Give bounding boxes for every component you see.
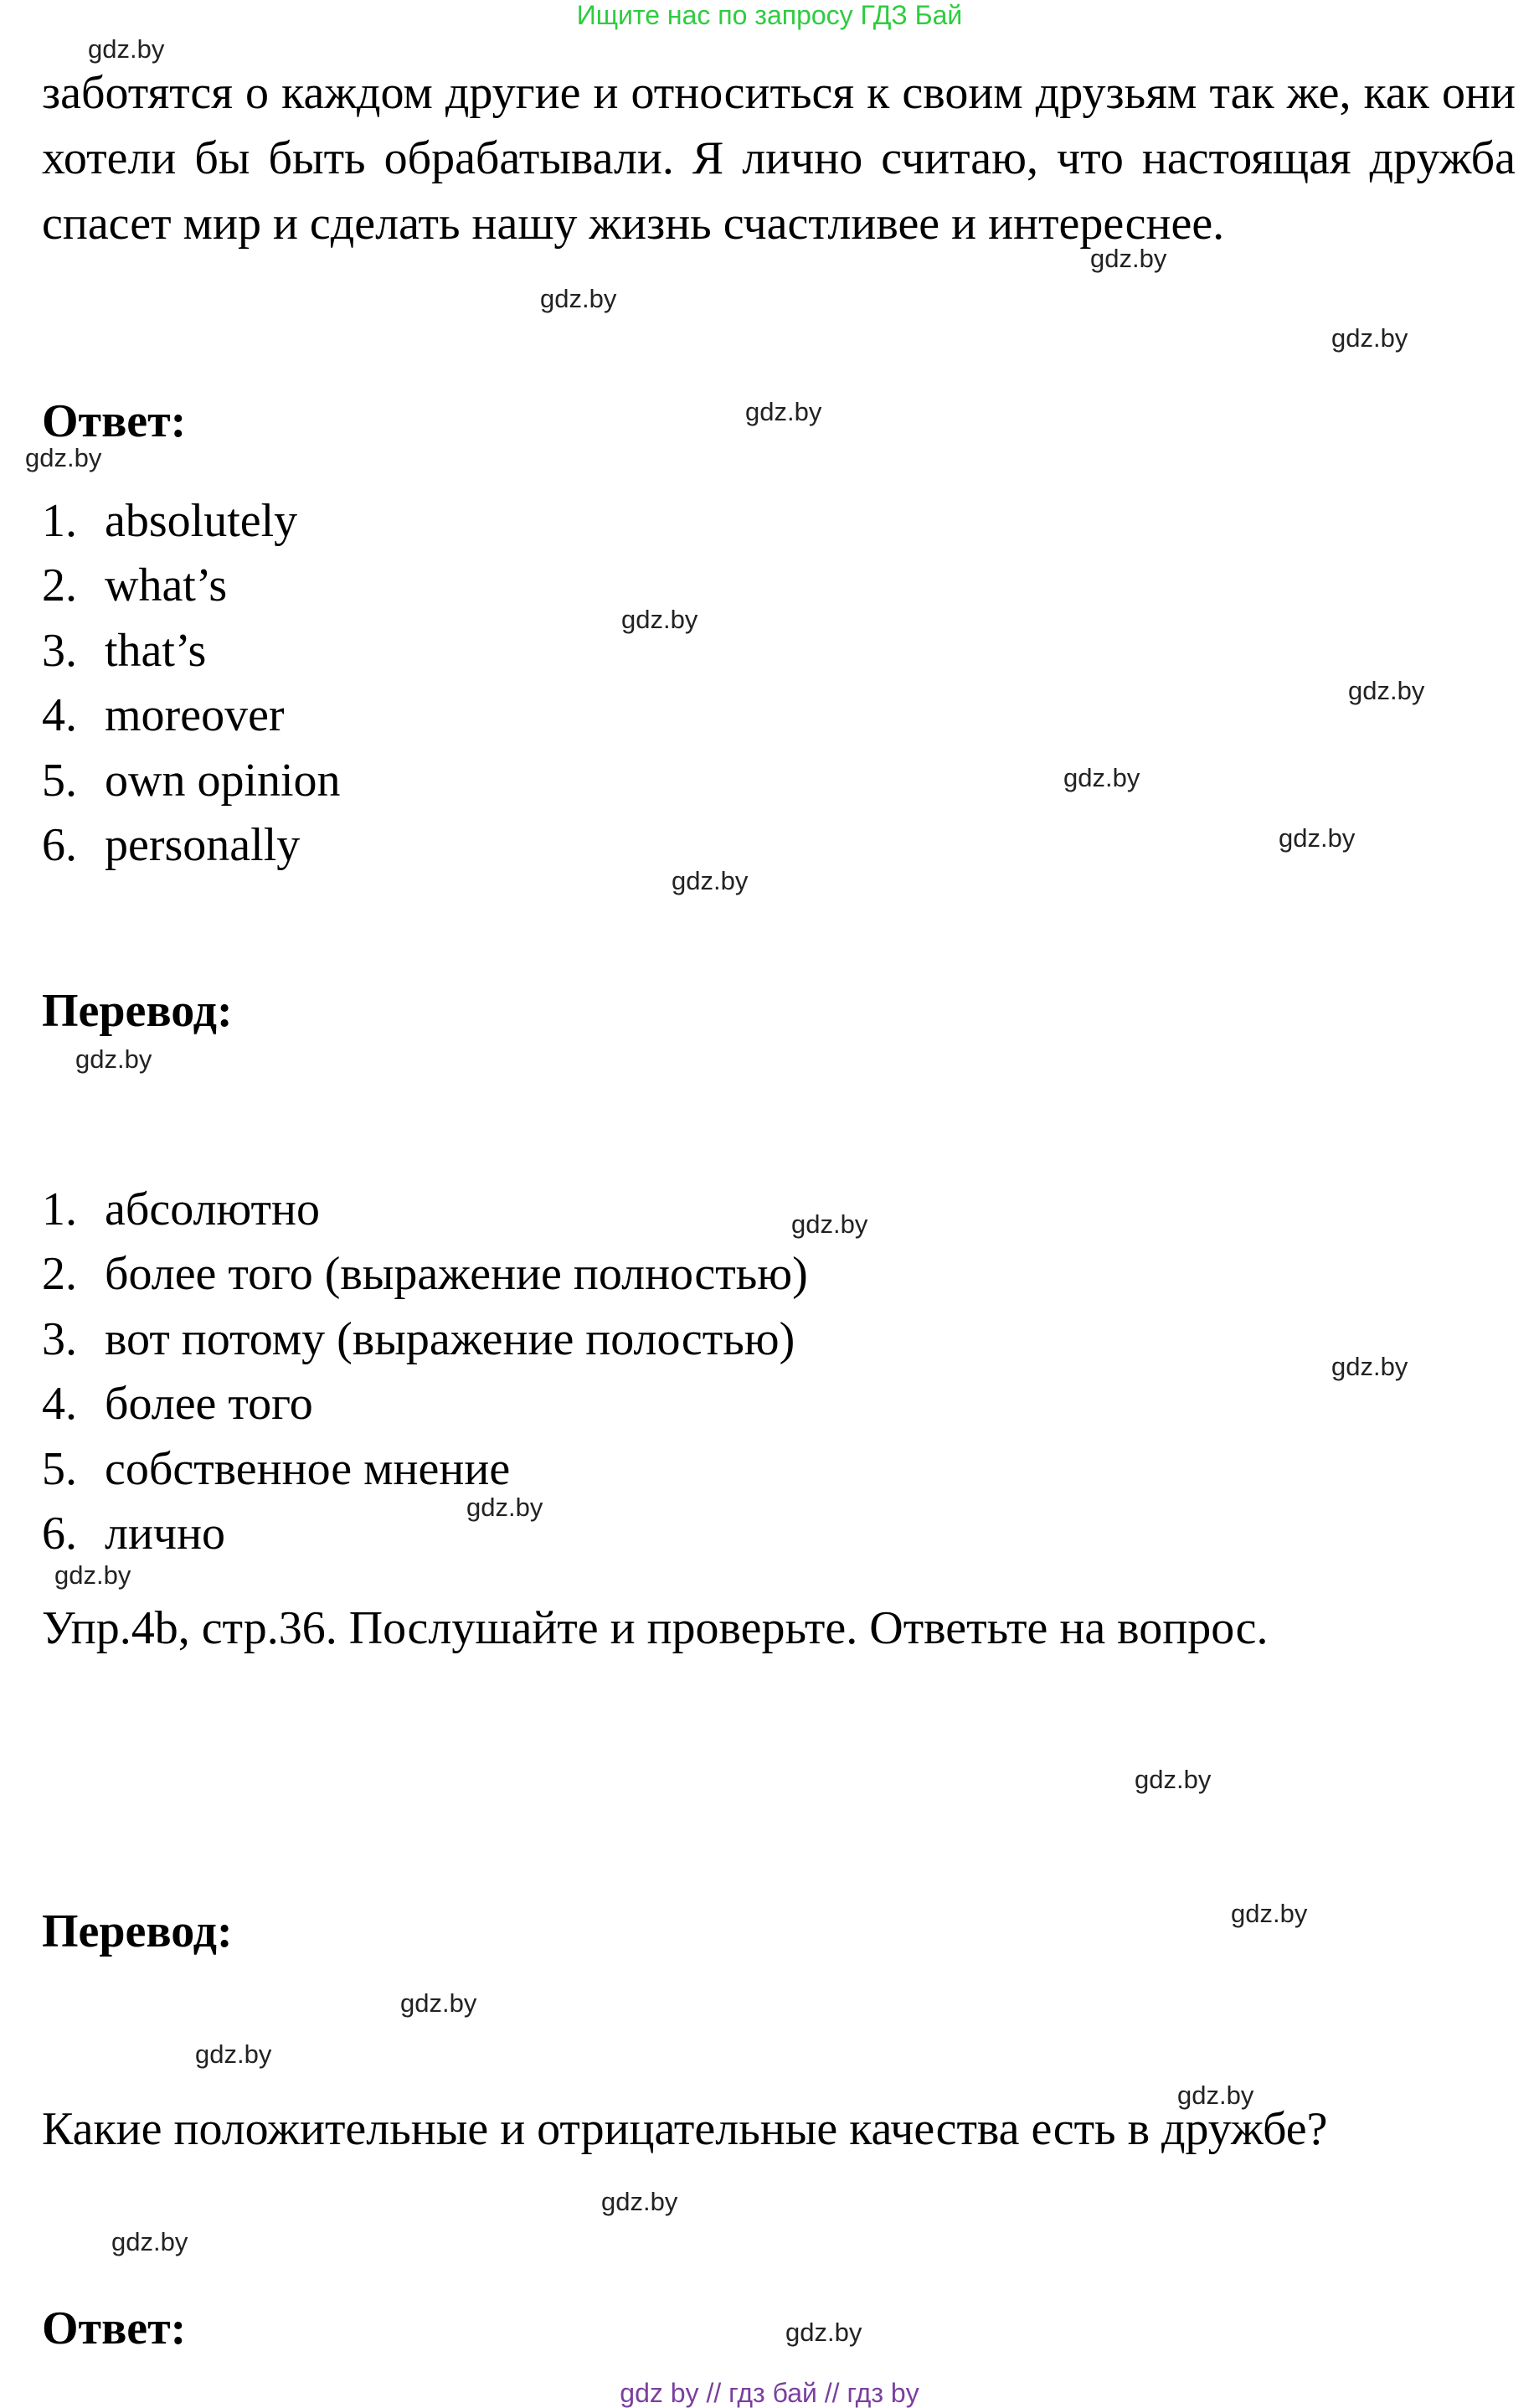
- watermark: gdz.by: [195, 2039, 272, 2069]
- watermark: gdz.by: [1231, 1899, 1308, 1928]
- watermark: gdz.by: [25, 443, 102, 472]
- item-number: 2.: [42, 559, 77, 612]
- watermark: gdz.by: [1348, 676, 1425, 705]
- question-text: Какие положительные и отрицательные качества есть в дружбе?: [42, 2103, 1328, 2155]
- watermark: gdz.by: [745, 397, 822, 426]
- watermark: gdz.by: [601, 2187, 678, 2216]
- watermark: gdz.by: [1279, 823, 1356, 853]
- answer-list: [42, 489, 341, 878]
- item-number: 5.: [42, 1442, 77, 1495]
- item-number: 6.: [42, 1508, 77, 1560]
- item-number: 4.: [42, 689, 77, 742]
- list-item: [42, 619, 341, 683]
- list-item: [42, 749, 341, 813]
- watermark: gdz.by: [1331, 1352, 1408, 1381]
- item-number: 3.: [42, 624, 77, 677]
- watermark: gdz.by: [621, 605, 698, 634]
- item-text: own opinion: [105, 754, 341, 807]
- watermark: gdz.by: [540, 284, 617, 313]
- watermark: gdz.by: [400, 1988, 477, 2018]
- item-text: personally: [105, 819, 301, 872]
- exercise-title: Упр.4b, стр.36. Послушайте и проверьте. Ответьте на вопрос.: [42, 1602, 1269, 1654]
- item-text: более того (выражение полностью): [105, 1248, 808, 1301]
- item-text: вот потому (выражение полостью): [105, 1312, 795, 1365]
- list-item: [42, 1242, 808, 1307]
- watermark: gdz.by: [1135, 1765, 1212, 1794]
- list-item: [42, 1307, 808, 1372]
- watermark: gdz.by: [1063, 763, 1140, 792]
- list-item: [42, 1178, 808, 1242]
- list-item: [42, 1372, 808, 1436]
- list-item: [42, 554, 341, 618]
- watermark: gdz.by: [791, 1209, 868, 1239]
- watermark: gdz.by: [111, 2227, 188, 2256]
- watermark: gdz.by: [75, 1044, 152, 1074]
- item-number: 6.: [42, 819, 77, 872]
- item-number: 1.: [42, 495, 77, 547]
- intro-paragraph: заботятся о каждом другие и относиться к своим друзьям так же, как они хотели бы быть обрабатывали. Я лично считаю, что настоящая дружба спасет мир и сделать нашу жизнь счастливее и интереснее.: [42, 67, 1516, 250]
- translation-heading: Перевод:: [42, 1905, 233, 1957]
- translation-heading: Перевод:: [42, 985, 233, 1037]
- watermark: gdz.by: [466, 1493, 543, 1522]
- list-item: [42, 683, 341, 748]
- translation-list: [42, 1178, 808, 1566]
- answer-heading: Ответ:: [42, 395, 187, 447]
- item-text: what’s: [105, 559, 228, 612]
- item-number: 2.: [42, 1248, 77, 1301]
- list-item: [42, 813, 341, 878]
- item-text: более того: [105, 1378, 313, 1431]
- watermark: gdz.by: [1090, 244, 1167, 273]
- bottom-site-banner: gdz by // гдз бай // гдз by: [620, 2378, 919, 2408]
- answer-heading: Ответ:: [42, 2302, 187, 2354]
- item-text: moreover: [105, 689, 285, 742]
- item-number: 4.: [42, 1378, 77, 1431]
- list-item: [42, 1437, 808, 1502]
- item-text: that’s: [105, 624, 207, 677]
- watermark: gdz.by: [54, 1560, 131, 1590]
- item-number: 1.: [42, 1183, 77, 1235]
- item-text: лично: [105, 1508, 226, 1560]
- item-text: абсолютно: [105, 1183, 320, 1235]
- item-number: 3.: [42, 1312, 77, 1365]
- watermark: gdz.by: [672, 866, 749, 895]
- item-number: 5.: [42, 754, 77, 807]
- watermark: gdz.by: [785, 2318, 862, 2347]
- watermark: gdz.by: [1177, 2081, 1254, 2110]
- list-item: [42, 489, 341, 554]
- top-search-banner: Ищите нас по запросу ГДЗ Бай: [576, 0, 963, 30]
- list-item: [42, 1502, 808, 1566]
- watermark: gdz.by: [88, 34, 165, 64]
- item-text: absolutely: [105, 495, 298, 547]
- item-text: собственное мнение: [105, 1442, 511, 1495]
- watermark: gdz.by: [1331, 323, 1408, 353]
